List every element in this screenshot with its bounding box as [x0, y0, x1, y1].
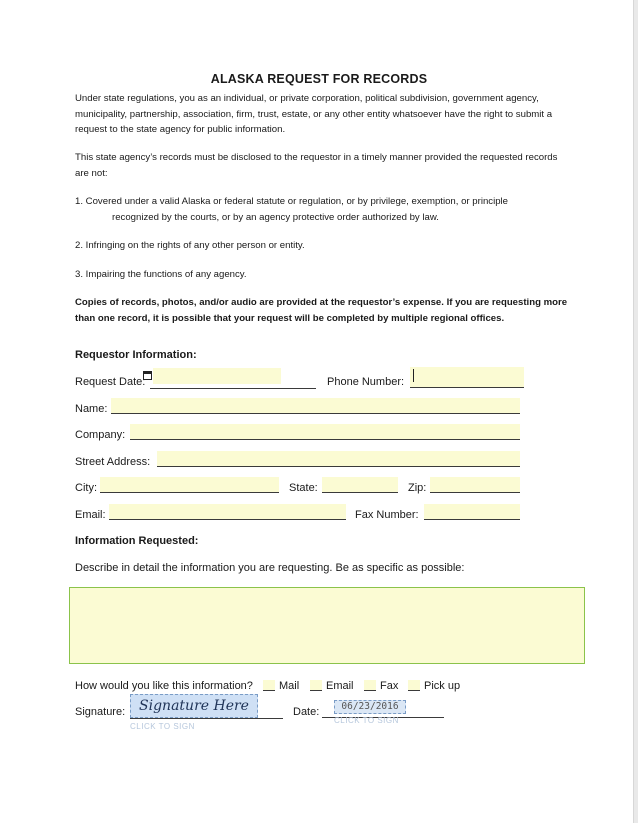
- calendar-icon[interactable]: [143, 371, 152, 380]
- requestor-heading: Requestor Information:: [75, 349, 197, 361]
- state-field[interactable]: [322, 477, 398, 493]
- phone-field[interactable]: [410, 367, 524, 388]
- disclosure-paragraph: This state agency’s records must be disclosed to the requestor in a timely manner provided the requested records are not:: [75, 152, 558, 179]
- information-prompt: Describe in detail the information you are requesting. Be as specific as possible:: [75, 562, 465, 574]
- exception-2: 2. Infringing on the rights of any other person or entity.: [75, 240, 305, 251]
- exception-3: 3. Impairing the functions of any agency.: [75, 269, 247, 280]
- fax-field[interactable]: [424, 504, 520, 520]
- company-field[interactable]: [130, 424, 520, 440]
- signature-underline: [130, 718, 283, 719]
- email-option-label: Email: [326, 680, 354, 692]
- text-cursor: [413, 369, 414, 382]
- street-field[interactable]: [157, 451, 520, 467]
- name-label: Name:: [75, 403, 108, 415]
- fax-option-label: Fax: [380, 680, 399, 692]
- city-field[interactable]: [100, 477, 279, 493]
- name-field[interactable]: [111, 398, 520, 414]
- exception-1-line1: 1. Covered under a valid Alaska or federal statute or regulation, or by privilege, exemption, or principle: [75, 196, 509, 207]
- information-heading: Information Requested:: [75, 535, 199, 547]
- email-label: Email:: [75, 509, 106, 521]
- information-textarea[interactable]: [69, 587, 585, 664]
- date-click-to-sign: CLICK TO SIGN: [334, 716, 399, 725]
- expense-notice: Copies of records, photos, and/or audio are provided at the requestor’s expense. If you are requesting more than one record, it is possible that your request will be completed by multiple regional offices.: [75, 297, 568, 324]
- pickup-label: Pick up: [424, 680, 461, 692]
- intro-paragraph: Under state regulations, you as an individual, or private corporation, political subdivision, government agency, municipality, partnership, association, firm, trust, estate, or any other entity whatsoever have the right to submit a request to the state agency for public information.: [75, 93, 553, 135]
- fax-checkbox[interactable]: [364, 680, 376, 691]
- email-checkbox[interactable]: [310, 680, 322, 691]
- company-label: Company:: [75, 429, 126, 441]
- phone-label: Phone Number:: [327, 376, 405, 388]
- street-label: Street Address:: [75, 456, 151, 468]
- fax-label: Fax Number:: [355, 509, 419, 521]
- scrollbar-edge[interactable]: [633, 0, 638, 823]
- signature-label: Signature:: [75, 706, 126, 718]
- exception-1-line2: recognized by the courts, or by an agency protective order authorized by law.: [112, 212, 439, 223]
- mail-checkbox[interactable]: [263, 680, 275, 691]
- pickup-checkbox[interactable]: [408, 680, 420, 691]
- signature-date-field[interactable]: 06/23/2016: [334, 700, 406, 714]
- date-label: Date:: [293, 706, 320, 718]
- signature-field[interactable]: Signature Here: [130, 694, 258, 718]
- request-date-label: Request Date:: [75, 376, 146, 388]
- zip-label: Zip:: [408, 482, 427, 494]
- state-label: State:: [289, 482, 318, 494]
- form-title: ALASKA REQUEST FOR RECORDS: [210, 72, 428, 86]
- request-date-field[interactable]: [153, 368, 281, 384]
- mail-label: Mail: [279, 680, 300, 692]
- email-field[interactable]: [109, 504, 346, 520]
- delivery-question: How would you like this information?: [75, 680, 253, 692]
- request-date-underline: [150, 388, 316, 389]
- city-label: City:: [75, 482, 97, 494]
- signature-click-to-sign: CLICK TO SIGN: [130, 722, 195, 731]
- zip-field[interactable]: [430, 477, 520, 493]
